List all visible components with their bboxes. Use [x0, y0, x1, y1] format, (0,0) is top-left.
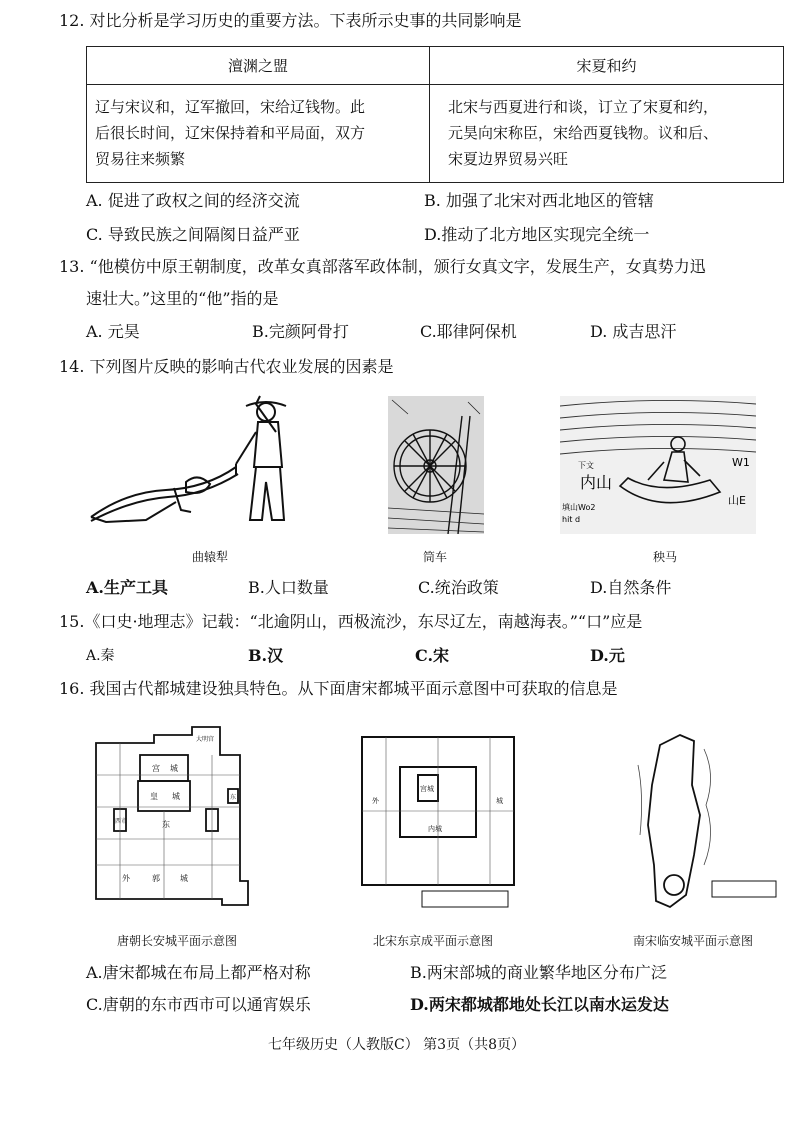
- changan-map: [92, 715, 252, 907]
- map1-label-outer: 外: [122, 874, 130, 883]
- seedling-text-6: hit d: [562, 515, 581, 524]
- q16-option-d[interactable]: D.两宋都城都地处长江以南水运发达: [410, 995, 669, 1014]
- map1-label-city3: 城: [180, 874, 188, 883]
- caption-plow: 曲辕犁: [191, 550, 228, 564]
- map1-label-daming: 大明宫: [196, 736, 215, 743]
- q12-comparison-table: [86, 46, 784, 183]
- caption-dongjing: 北宋东京成平面示意图: [372, 934, 493, 948]
- q14-option-c[interactable]: C.统治政策: [418, 578, 499, 597]
- seedling-text-5: 填山Wo2: [562, 503, 596, 512]
- caption-changan: 唐朝长安城平面示意图: [116, 934, 237, 948]
- caption-linan: 南宋临安城平面示意图: [632, 934, 753, 948]
- q15-stem: 15.《口史·地理志》记载：“北逾阴山，西极流沙，东尽辽左，南越海表。”“口”应是: [59, 612, 643, 631]
- q12-option-b[interactable]: B. 加强了北宋对西北地区的管辖: [424, 191, 654, 210]
- caption-seedling-horse: 秧马: [652, 550, 677, 564]
- curved-plow-image: [86, 392, 306, 532]
- q12-table-cell-right: [430, 85, 784, 183]
- map2-label-inner: 内城: [428, 825, 442, 833]
- q15-option-d[interactable]: D.元: [590, 646, 625, 665]
- q12-left-line: 后很长时间，辽宋保持着和平局面，双方: [95, 124, 366, 142]
- q12-option-a[interactable]: A. 促进了政权之间的经济交流: [86, 191, 300, 210]
- q15-option-b[interactable]: B.汉: [248, 646, 284, 665]
- water-wheel-image: [388, 396, 484, 534]
- q12-option-d[interactable]: D.推动了北方地区实现完全统一: [424, 225, 650, 244]
- q12-table-cell-left: [87, 85, 430, 183]
- map2-label-city: 城: [496, 797, 503, 805]
- q12-left-line: 贸易往来频繁: [95, 150, 186, 168]
- q13-option-d[interactable]: D. 成吉思汗: [590, 322, 677, 341]
- linan-map: [630, 725, 780, 920]
- map1-label-palace: 宫: [152, 764, 160, 773]
- q12-option-c[interactable]: C. 导致民族之间隔阂日益严亚: [86, 225, 300, 244]
- q14-option-d[interactable]: D.自然条件: [590, 578, 672, 597]
- q12-right-line: 元昊向宋称臣，宋给西夏钱物。议和后、: [448, 124, 719, 142]
- q16-option-a[interactable]: A.唐宋都城在布局上都严格对称: [86, 963, 311, 982]
- q13-stem-line2: 速壮大。”这里的“他”指的是: [86, 289, 279, 308]
- q16-option-b[interactable]: B.两宋部城的商业繁华地区分布广泛: [410, 963, 667, 982]
- page-footer: 七年级历史（人教版C） 第3页（共8页）: [268, 1037, 525, 1053]
- seedling-text-4: 山E: [728, 494, 746, 507]
- q16-stem: 16. 我国古代都城建设独具特色。从下面唐宋都城平面示意图中可获取的信息是: [59, 679, 618, 698]
- map2-label-palace: 宫城: [420, 785, 434, 793]
- dongjing-map: [356, 733, 524, 915]
- map2-label-outer: 外: [372, 797, 379, 805]
- map1-label-city2: 城: [172, 792, 180, 801]
- q13-option-c[interactable]: C.耶律阿保机: [420, 322, 517, 341]
- map1-label-west-market: 西市: [115, 818, 128, 825]
- caption-water-wheel: 筒车: [422, 550, 447, 564]
- q13-option-a[interactable]: A. 元昊: [86, 322, 140, 341]
- seedling-text-1: 内山: [580, 473, 613, 492]
- q16-option-c[interactable]: C.唐朝的东市西市可以通宵娱乐: [86, 995, 311, 1014]
- map1-label-guo: 郭: [152, 874, 160, 883]
- q15-option-a[interactable]: A.秦: [86, 648, 115, 664]
- map1-label-city: 城: [170, 764, 178, 773]
- q12-right-line: 北宋与西夏进行和谈，订立了宋夏和约，: [448, 98, 719, 116]
- seedling-text-3: W1: [732, 456, 750, 469]
- q13-option-b[interactable]: B.完颜阿骨打: [252, 322, 349, 341]
- q14-option-a[interactable]: A.生产工具: [86, 578, 168, 597]
- q12-table-header-left: 澶渊之盟: [87, 47, 430, 85]
- q14-stem: 14. 下列图片反映的影响古代农业发展的因素是: [59, 357, 394, 376]
- map1-label-east2: 东: [230, 794, 237, 801]
- q12-stem: 12. 对比分析是学习历史的重要方法。下表所示史事的共同影响是: [59, 11, 522, 30]
- map1-label-imperial: 皇: [150, 792, 158, 801]
- q12-right-line: 宋夏边界贸易兴旺: [448, 150, 569, 168]
- map1-label-east1: 东: [162, 820, 170, 829]
- seedling-horse-image: [560, 396, 756, 534]
- q12-left-line: 辽与宋议和，辽军撤回，宋给辽钱物。此: [95, 98, 366, 116]
- seedling-text-2: 下文: [578, 461, 594, 470]
- q15-option-c[interactable]: C.宋: [415, 646, 450, 665]
- q14-option-b[interactable]: B.人口数量: [248, 578, 329, 597]
- q13-stem-line1: 13. “他模仿中原王朝制度，改革女真部落军政体制，颁行女真文字，发展生产，女真势力迅: [59, 257, 706, 276]
- q12-table-header-right: 宋夏和约: [430, 47, 784, 85]
